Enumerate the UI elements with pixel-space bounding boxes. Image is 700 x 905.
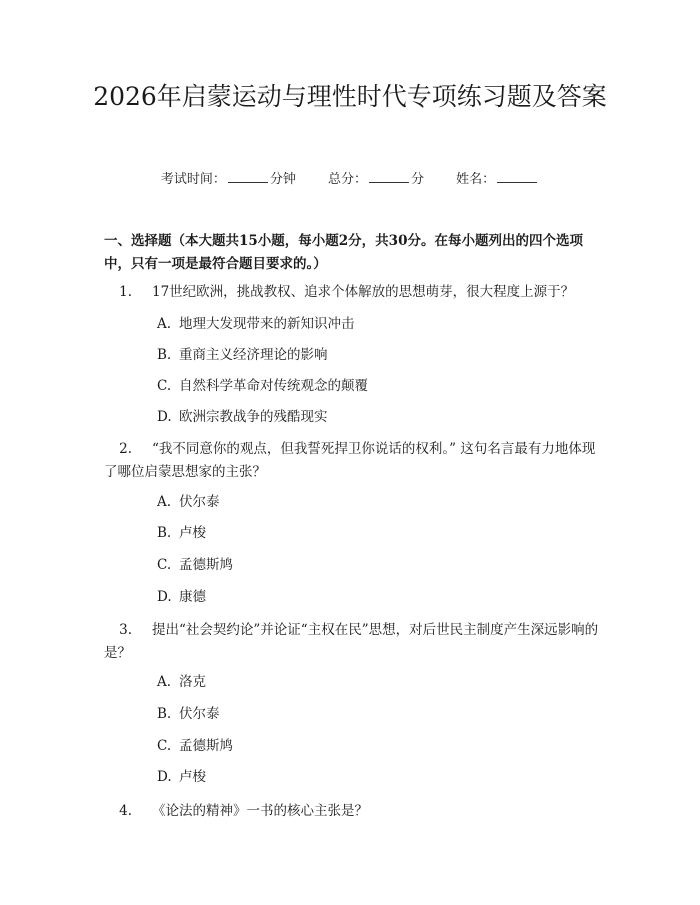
exam-score-label: 总分：: [327, 172, 367, 187]
exam-name-blank: [497, 168, 537, 183]
question-text: 提出“社会契约论”并论证“主权在民”思想，对后世民主制度产生深远影响的是？: [104, 622, 599, 661]
exam-time-label: 考试时间：: [160, 172, 226, 187]
option-letter: A.: [157, 674, 172, 690]
option-text: 欧洲宗教战争的残酷现实: [179, 409, 328, 425]
option-text: 卢梭: [179, 769, 206, 785]
section-heading: 一、选择题（本大题共15小题，每小题2分，共30分。在每小题列出的四个选项中，只有一项是最符合题目要求的。）: [104, 233, 583, 272]
question-2-option-b: [157, 523, 597, 543]
exam-time-blank: [228, 168, 268, 183]
question-3-option-c: [157, 736, 597, 756]
option-text: 洛克: [179, 674, 206, 690]
question-number: 3.: [119, 622, 132, 638]
question-2-option-a: [157, 492, 597, 512]
question-number: 4.: [119, 803, 132, 819]
option-letter: B.: [157, 706, 172, 722]
option-text: 地理大发现带来的新知识冲击: [179, 316, 355, 332]
option-text: 康德: [179, 589, 206, 605]
exam-score-unit: 分: [411, 172, 425, 187]
question-1-option-d: [157, 407, 597, 427]
question-1-option-a: [157, 314, 597, 334]
option-text: 孟德斯鸠: [179, 738, 233, 754]
question-number: 1.: [119, 284, 132, 300]
question-text: “我不同意你的观点，但我誓死捍卫你说话的权利。” 这句名言最有力地体现了哪位启蒙思想家的主张？: [104, 441, 596, 480]
exam-info-bar: [0, 168, 700, 190]
option-text: 伏尔泰: [179, 494, 220, 510]
question-4: [104, 800, 604, 823]
option-letter: C.: [157, 378, 172, 394]
option-letter: D.: [157, 589, 172, 605]
question-text: 《论法的精神》一书的核心主张是？: [152, 803, 368, 819]
option-letter: A.: [157, 316, 172, 332]
question-3-option-d: [157, 767, 597, 787]
option-text: 伏尔泰: [179, 706, 220, 722]
question-3-option-b: [157, 704, 597, 724]
question-2: [104, 438, 604, 484]
option-letter: B.: [157, 525, 172, 541]
exam-name-label: 姓名：: [456, 172, 496, 187]
exam-name: [456, 168, 539, 190]
option-letter: D.: [157, 409, 172, 425]
option-letter: B.: [157, 347, 172, 363]
option-letter: C.: [157, 738, 172, 754]
option-text: 孟德斯鸠: [179, 557, 233, 573]
question-1-option-c: [157, 376, 597, 396]
option-letter: C.: [157, 557, 172, 573]
exam-time-unit: 分钟: [269, 172, 296, 187]
exam-score-blank: [369, 168, 409, 183]
question-1: [104, 281, 604, 304]
document-title: 2026年启蒙运动与理性时代专项练习题及答案: [93, 82, 607, 111]
question-3: [104, 619, 604, 665]
question-text: 17世纪欧洲，挑战教权、追求个体解放的思想萌芽，很大程度上源于？: [152, 284, 575, 300]
option-text: 卢梭: [179, 525, 206, 541]
question-2-option-d: [157, 587, 597, 607]
exam-score: [328, 168, 424, 190]
question-number: 2.: [119, 441, 132, 457]
option-letter: D.: [157, 769, 172, 785]
question-2-option-c: [157, 555, 597, 575]
option-text: 自然科学革命对传统观念的颠覆: [179, 378, 368, 394]
option-letter: A.: [157, 494, 172, 510]
question-3-option-a: [157, 672, 597, 692]
option-text: 重商主义经济理论的影响: [179, 347, 328, 363]
question-1-option-b: [157, 345, 597, 365]
exam-time: [161, 168, 296, 190]
